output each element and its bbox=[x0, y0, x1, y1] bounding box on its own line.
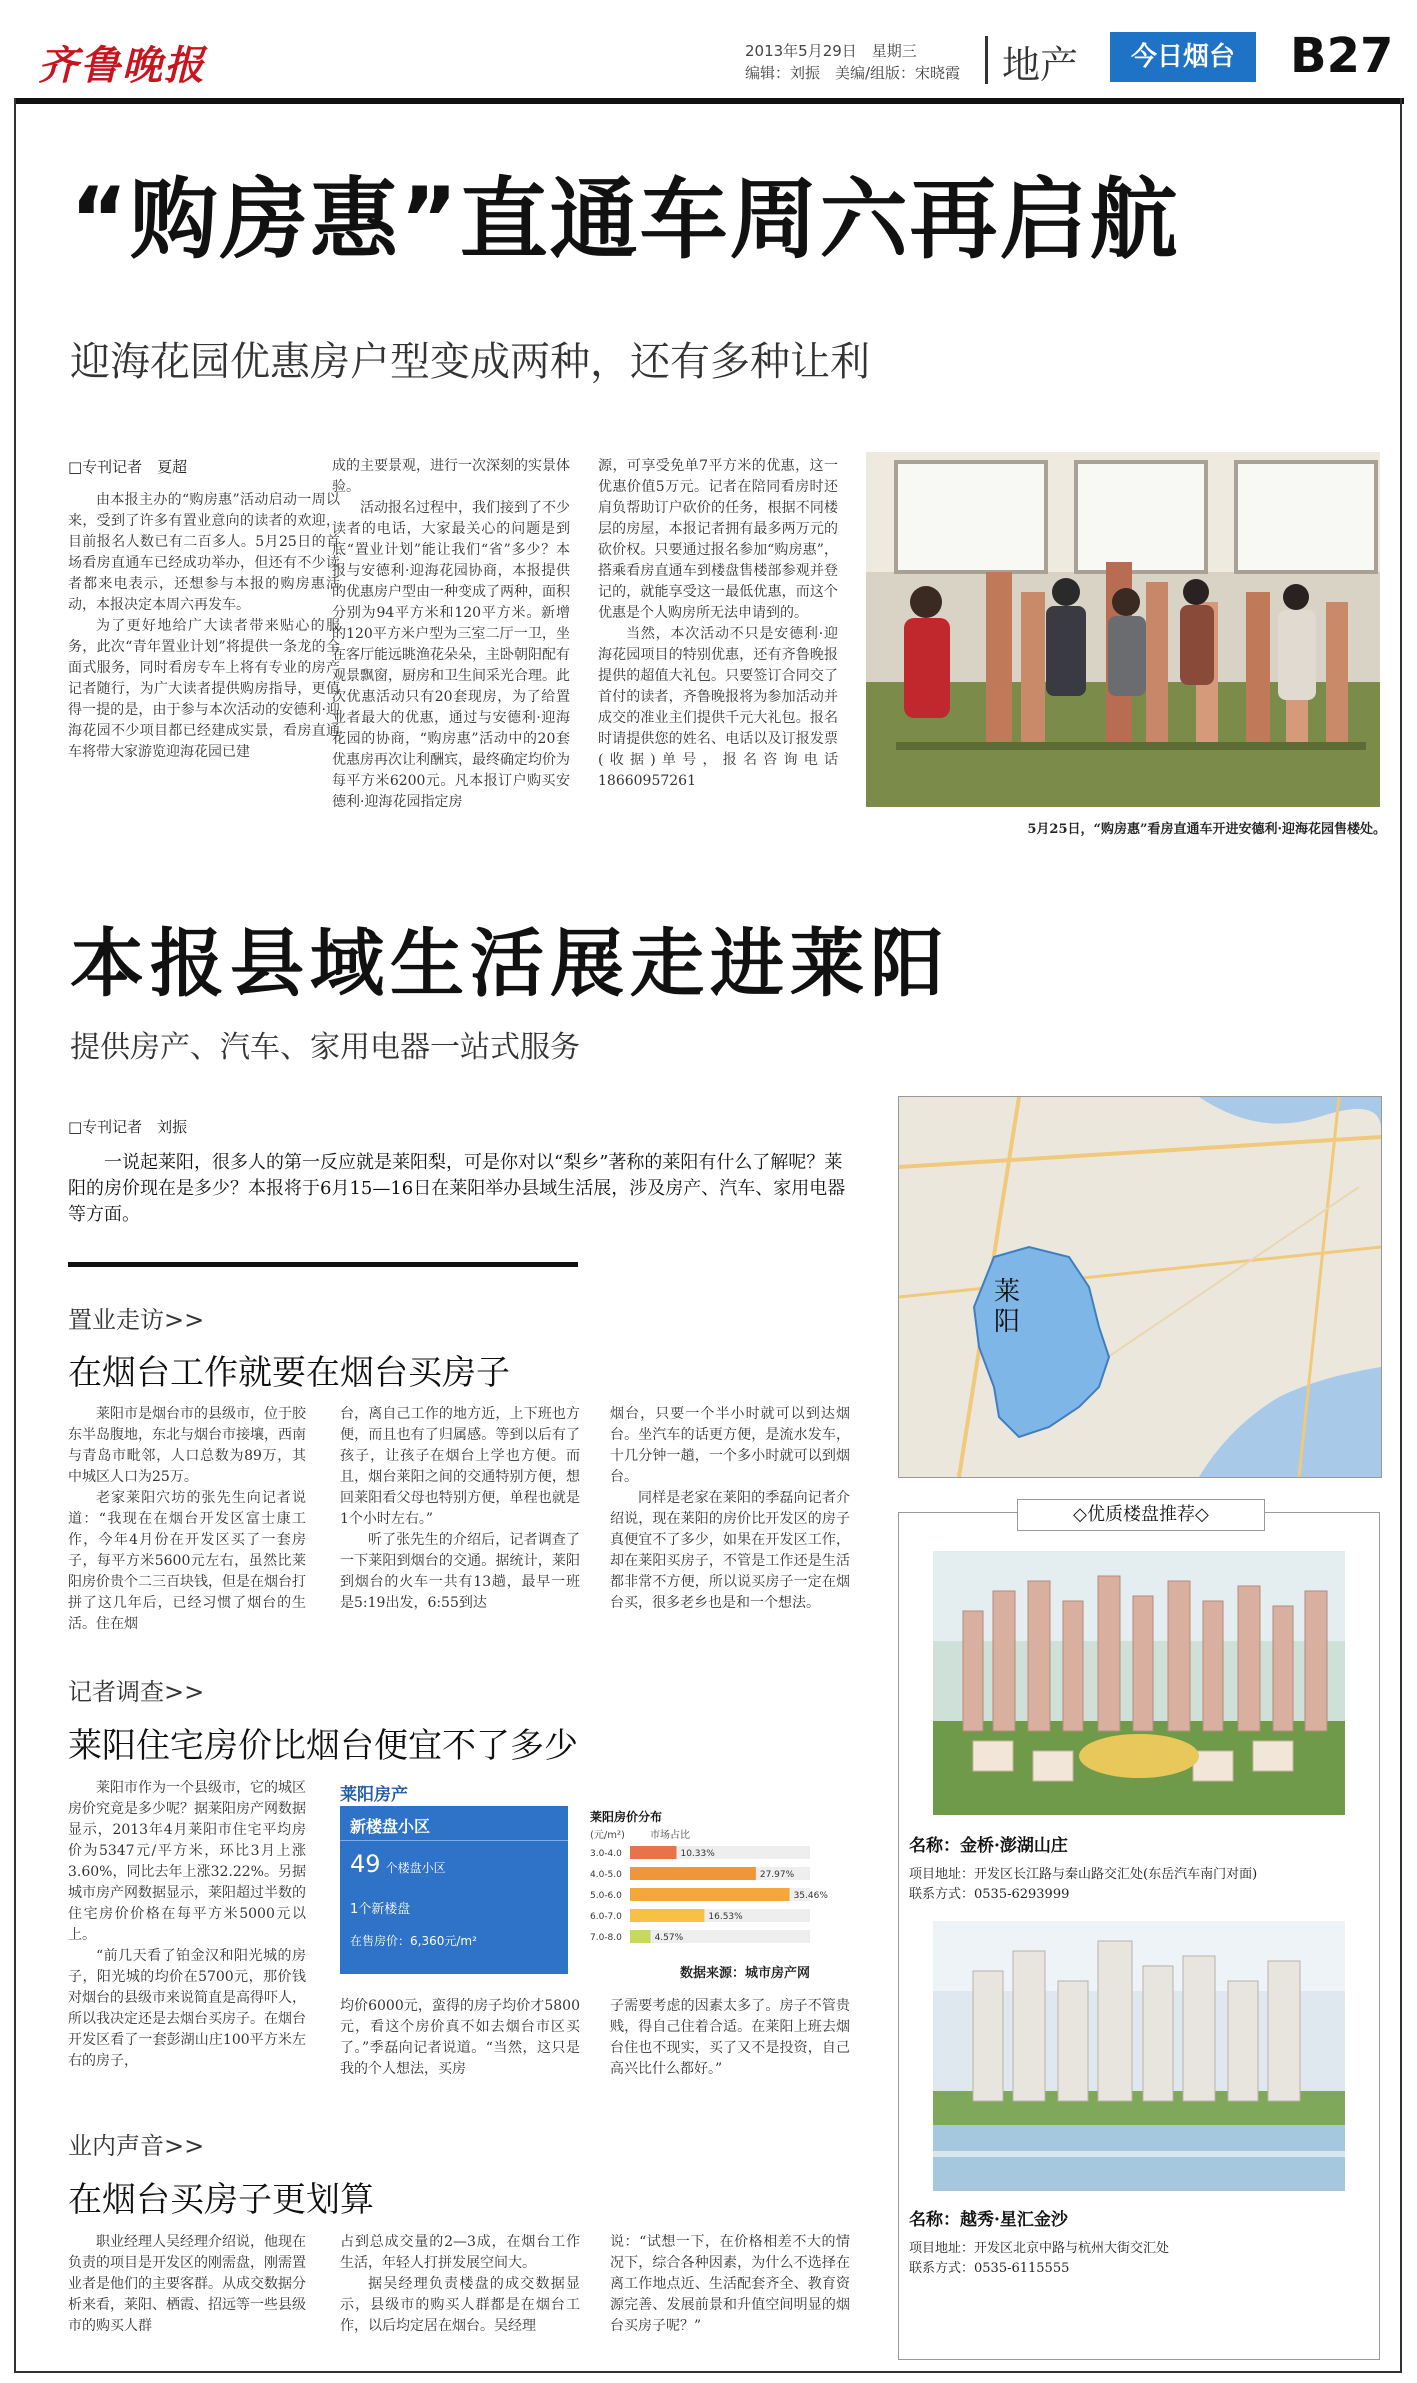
bar bbox=[630, 1909, 704, 1922]
section-name: 地产 bbox=[1002, 43, 1079, 87]
sec2-col2 bbox=[340, 1996, 580, 2088]
bar-value-label: 27.97% bbox=[759, 1870, 795, 1880]
bar bbox=[630, 1930, 651, 1943]
sec2-col3 bbox=[610, 1996, 850, 2088]
property-illustration-2 bbox=[933, 1921, 1345, 2191]
story1-col1 bbox=[68, 490, 340, 850]
date-line: 2013年5月29日 星期三 bbox=[745, 42, 917, 60]
masthead-divider bbox=[985, 36, 988, 84]
story1-headline: “购房惠”直通车周六再启航 bbox=[70, 168, 1180, 271]
paragraph: 占到总成交量的2—3成，在烟台工作生活，年轻人打拼发展空间大。 bbox=[340, 2234, 580, 2271]
property-name-1: 名称：金桥·澎湖山庄 bbox=[909, 1836, 1068, 1856]
paragraph: 同样是老家在莱阳的季磊向记者介绍说，现在莱阳的房价比开发区的房子真便宜不了多少，如果在开发区工作，却在莱阳买房子，不管是工作还是生活都非常不方便，所以说买房子一定在烟台买，很多老乡也是和一个想法。 bbox=[610, 1490, 850, 1611]
paragraph: 源，可享受免单7平方米的优惠，这一优惠价值5万元。记者在陪同看房时还肩负帮助订户砍价的任务，根据不同楼层的房屋，本报记者拥有最多两万元的砍价权。只要通过报名参加“购房惠”，搭乘看房直通车到楼盘售楼部参观并登记的，就能享受这一最低优惠，而这个优惠是个人购房所无法申请到的。 bbox=[598, 458, 838, 621]
map-illustration bbox=[899, 1097, 1381, 1477]
bar-value-label: 10.33% bbox=[680, 1849, 715, 1859]
story1-subtitle: 迎海花园优惠房户型变成两种，还有多种让利 bbox=[70, 339, 870, 385]
paragraph: 据吴经理负责楼盘的成交数据显示，县级市的购买人群都是在烟台工作，以后均定居在烟台。吴经理 bbox=[340, 2276, 580, 2334]
property-photo-2 bbox=[933, 1921, 1345, 2191]
paragraph: 当然，本次活动不只是安德利·迎海花园项目的特别优惠，还有齐鲁晚报提供的超值大礼包。只要签订合同交了首付的读者，齐鲁晚报将为参加活动并成交的准业主们提供千元大礼包。报名时请提供您的姓名、电话以及订报发票(收据)单号，报名咨询电话18660957261 bbox=[598, 626, 838, 789]
new-label: 新楼盘小区 bbox=[350, 1817, 431, 1836]
sec2-col1 bbox=[68, 1778, 306, 2088]
count-unit: 个楼盘小区 bbox=[385, 1861, 446, 1875]
chart-source: 数据来源：城市房产网 bbox=[680, 1966, 811, 1981]
chart-ylabel: (元/m²) bbox=[590, 1830, 625, 1841]
panel-title: 莱阳房产 bbox=[340, 1785, 408, 1805]
editor-line: 编辑：刘振 美编/组版：宋晓霞 bbox=[745, 64, 961, 82]
property-contact-1: 联系方式：0535-6293999 bbox=[909, 1887, 1070, 1902]
sec1-col2 bbox=[340, 1404, 580, 1670]
sec3-kicker: 业内声音>> bbox=[68, 2132, 205, 2160]
sec2-title: 莱阳住宅房价比烟台便宜不了多少 bbox=[68, 1726, 578, 1766]
page-number: B27 bbox=[1290, 28, 1394, 84]
category-label: 4.0-5.0 bbox=[590, 1870, 622, 1880]
showroom-illustration bbox=[866, 452, 1380, 807]
panel-divider bbox=[340, 1840, 568, 1841]
sec1-title: 在烟台工作就要在烟台买房子 bbox=[68, 1353, 510, 1393]
count-value: 49 bbox=[350, 1850, 381, 1878]
paragraph: “前几天看了铂金汉和阳光城的房子，阳光城的均价在5700元，那价钱对烟台的县级市来说简直是高得吓人，所以我决定还是去烟台买房子。在烟台开发区看了一套彭湖山庄100平方米左右的房子， bbox=[68, 1948, 306, 2069]
paragraph: 烟台，只要一个半小时就可以到达烟台。坐汽车的话更方便，是流水发车，十几分钟一趟，一个多小时就可以到烟台。 bbox=[610, 1406, 850, 1485]
paragraph: 为了更好地给广大读者带来贴心的服务，此次“青年置业计划”将提供一条龙的全面式服务，同时看房专车上将有专业的房产记者随行，为广大读者提供购房指导，更值得一提的是，由于参与本次活动的安德利·迎海花园不少项目都已经建成实景，看房直通车将带大家游览迎海花园已建 bbox=[68, 618, 340, 760]
edition-tag: 今日烟台 bbox=[1110, 32, 1256, 82]
category-label: 6.0-7.0 bbox=[590, 1912, 622, 1922]
paragraph: 职业经理人吴经理介绍说，他现在负责的项目是开发区的刚需盘，刚需置业者是他们的主要客群。从成交数据分析来看，莱阳、栖霞、招远等一些县级市的购买人群 bbox=[68, 2234, 306, 2334]
paragraph: 莱阳市是烟台市的县级市，位于胶东半岛腹地，东北与烟台市接壤，西南与青岛市毗邻，人口总数为89万，其中城区人口为25万。 bbox=[68, 1406, 306, 1485]
issue-meta bbox=[745, 40, 960, 84]
story2-lead: 一说起莱阳，很多人的第一反应就是莱阳梨，可是你对以“梨乡”著称的莱阳有什么了解呢？莱阳的房价现在是多少？本报将于6月15—16日在莱阳举办县域生活展，涉及房产、汽车、家用电器等方面。 bbox=[68, 1152, 846, 1225]
sec1-kicker: 置业走访>> bbox=[68, 1306, 205, 1334]
paragraph: 成的主要景观，进行一次深刻的实景体验。 bbox=[332, 458, 570, 495]
bar-value-label: 4.57% bbox=[654, 1933, 684, 1943]
chart-xlabel: 市场占比 bbox=[650, 1830, 690, 1841]
count-text: 1个新楼盘 bbox=[350, 1902, 411, 1917]
paragraph: 听了张先生的介绍后，记者调查了一下莱阳到烟台的交通。据统计，莱阳到烟台的火车一共有13趟，最早一班是5:19出发，6:55到达 bbox=[340, 1532, 580, 1611]
chart-title: 莱阳房价分布 bbox=[590, 1810, 663, 1824]
sec3-col1 bbox=[68, 2232, 306, 2360]
lead-rule bbox=[68, 1262, 578, 1267]
showroom-photo bbox=[866, 452, 1380, 807]
sec3-col3 bbox=[610, 2232, 850, 2360]
story2-subtitle: 提供房产、汽车、家用电器一站式服务 bbox=[70, 1030, 580, 1065]
sec3-title: 在烟台买房子更划算 bbox=[68, 2180, 374, 2220]
avg-text: 在售房价：6,360元/m² bbox=[350, 1934, 477, 1948]
laiyang-map bbox=[898, 1096, 1382, 1478]
bar bbox=[630, 1867, 756, 1880]
sec3-col2 bbox=[340, 2232, 580, 2360]
photo-caption: 5月25日，“购房惠”看房直通车开进安德利·迎海花园售楼处。 bbox=[1027, 822, 1386, 837]
map-label: 莱阳 bbox=[993, 1277, 1020, 1337]
sec2-kicker: 记者调查>> bbox=[68, 1678, 205, 1706]
count-line bbox=[350, 1850, 446, 1878]
story2-headline: 本报县域生活展走进莱阳 bbox=[70, 921, 950, 1007]
category-label: 7.0-8.0 bbox=[590, 1933, 622, 1943]
property-name-2: 名称：越秀·星汇金沙 bbox=[909, 2210, 1068, 2230]
bar-value-label: 35.46% bbox=[793, 1891, 828, 1901]
bar-chart-svg bbox=[590, 1842, 866, 1952]
bar-value-label: 16.53% bbox=[708, 1912, 743, 1922]
paragraph: 老家莱阳穴坊的张先生向记者说道：“我现在在烟台开发区富士康工作，今年4月份在开发区买了一套房子，每平方米5600元左右，虽然比莱阳房价贵个二三百块钱，但是在烟台打拼了这几年后，已经习惯了烟台的生活。住在烟 bbox=[68, 1490, 306, 1632]
recommend-box bbox=[898, 1504, 1380, 2360]
bar bbox=[630, 1846, 676, 1859]
property-address-2: 项目地址：开发区北京中路与杭州大街交汇处 bbox=[909, 2241, 1170, 2256]
bar bbox=[630, 1888, 790, 1901]
stats-panel bbox=[340, 1806, 568, 1974]
paragraph: 均价6000元，蛮得的房子均价才5800元，看这个房价真不如去烟台市区买了。”季磊向记者说道。“当然，这只是我的个人想法，买房 bbox=[340, 1998, 580, 2077]
property-contact-2: 联系方式：0535-6115555 bbox=[909, 2261, 1070, 2276]
story1-byline: □专刊记者 夏超 bbox=[68, 458, 188, 476]
property-photo-1 bbox=[933, 1551, 1345, 1815]
paragraph: 说：“试想一下，在价格相差不大的情况下，综合各种因素，为什么不选择在离工作地点近、生活配套齐全、教育资源完善、发展前景和升值空间明显的烟台买房子呢？” bbox=[610, 2234, 850, 2334]
paragraph: 莱阳市作为一个县级市，它的城区房价究竟是多少呢？据莱阳房产网数据显示，2013年4月莱阳市住宅平均房价为5347元/平方米，环比3月上涨3.60%，同比去年上涨32.22%。另据城市房产网数据显示，莱阳超过半数的住宅房价价格在每平方米5000元以上。 bbox=[68, 1780, 306, 1943]
price-chart bbox=[340, 1780, 866, 1981]
sec1-col3 bbox=[610, 1404, 850, 1670]
story2-byline: □专刊记者 刘振 bbox=[68, 1118, 188, 1136]
property-address-1: 项目地址：开发区长江路与秦山路交汇处(东岳汽车南门对面) bbox=[909, 1867, 1258, 1882]
category-label: 3.0-4.0 bbox=[590, 1849, 622, 1859]
property-illustration-1 bbox=[933, 1551, 1345, 1815]
paragraph: 活动报名过程中，我们接到了不少读者的电话，大家最关心的问题是到底“置业计划”能让我们“省”多少？本报与安德利·迎海花园协商，本报提供的优惠房户型由一种变成了两种，面积分别为94平方米和120平方米。新增的120平方米户型为三室二厅一卫，坐在客厅能远眺渔花朵朵，主卧朝阳配有观景飘窗，厨房和卫生间采光合理。此次优惠活动只有20套现房，为了给置业者最大的优惠，通过与安德利·迎海花园的协商，“购房惠”活动中的20套优惠房再次让利酬宾，最终确定均价为每平方米6200元。凡本报订户购买安德利·迎海花园指定房 bbox=[332, 500, 570, 810]
paragraph: 子需要考虑的因素太多了。房子不管贵贱，得自己住着合适。在莱阳上班去烟台住也不现实，买了又不是投资，自己高兴比什么都好。” bbox=[610, 1998, 850, 2077]
recommend-header: ◇优质楼盘推荐◇ bbox=[1017, 1499, 1265, 1531]
paragraph: 台，离自己工作的地方近，上下班也方便，而且也有了归属感。等到以后有了孩子，让孩子在烟台上学也方便。而且，烟台莱阳之间的交通特别方便，想回莱阳看父母也特别方便，单程也就是1个小时左右。” bbox=[340, 1406, 580, 1527]
newspaper-logo: 齐鲁晚报 bbox=[38, 42, 206, 89]
sec1-col1 bbox=[68, 1404, 306, 1670]
story1-col2 bbox=[332, 456, 570, 850]
paragraph: 由本报主办的“购房惠”活动启动一周以来，受到了许多有置业意向的读者的欢迎，目前报名人数已有二百多人。5月25日的首场看房直通车已经成功举办，但还有不少读者都来电表示，还想参与本报的购房惠活动，本报决定本周六再发车。 bbox=[68, 492, 340, 613]
story1-col3 bbox=[598, 456, 838, 850]
category-label: 5.0-6.0 bbox=[590, 1891, 622, 1901]
